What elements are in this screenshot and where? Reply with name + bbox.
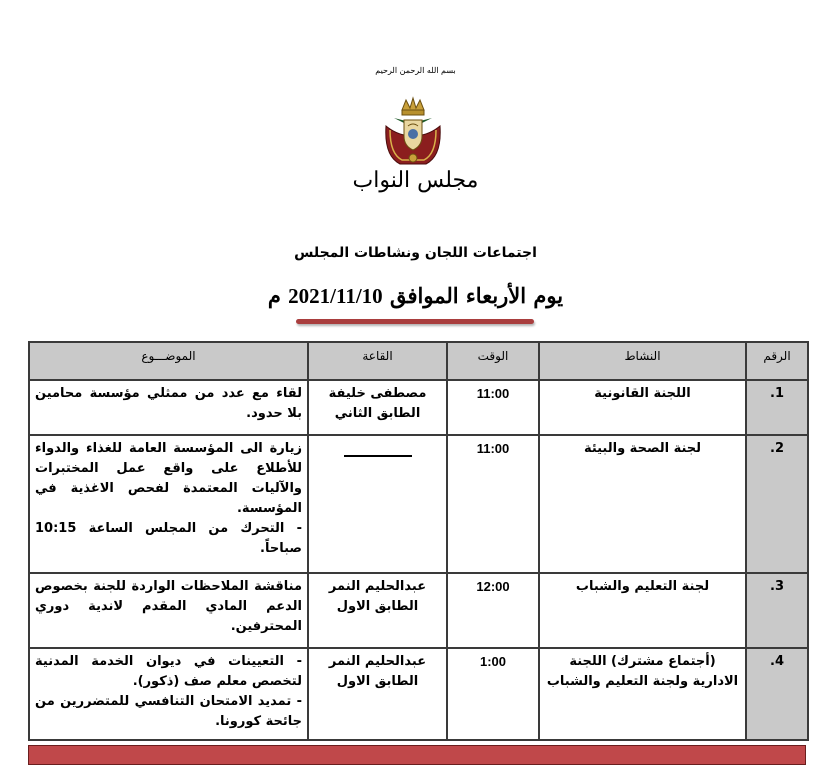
council-logotype: مجلس النواب	[352, 168, 479, 193]
schedule-table	[28, 341, 809, 741]
royal-crest-icon	[380, 96, 446, 170]
row-hall	[308, 573, 447, 648]
footer-bar	[28, 745, 806, 765]
row-number: .2	[746, 435, 808, 573]
table-row	[29, 380, 808, 435]
row-time: 1:00	[447, 648, 539, 740]
date-prefix: يوم الأربعاء الموافق	[390, 283, 564, 308]
row-time: 12:00	[447, 573, 539, 648]
table-row	[29, 435, 808, 573]
row-time: 11:00	[447, 380, 539, 435]
date-value: 2021/11/10	[288, 284, 383, 308]
row-hall	[308, 380, 447, 435]
hall-floor: الطابق الثاني	[334, 406, 421, 421]
row-time: 11:00	[447, 435, 539, 573]
column-header-topic: الموضـــوع	[29, 342, 308, 380]
row-hall	[308, 435, 447, 573]
hall-floor: الطابق الاول	[336, 674, 419, 689]
hall-name: مصطفى خليفة	[328, 386, 427, 401]
row-number: .1	[746, 380, 808, 435]
column-header-time: الوقت	[447, 342, 539, 380]
row-activity: (أجتماع مشترك) اللجنة الادارية ولجنة التعليم والشباب	[539, 648, 746, 740]
row-hall	[308, 648, 447, 740]
hall-name: عبدالحليم النمر	[328, 579, 427, 594]
row-topic: مناقشة الملاحظات الواردة للجنة بخصوص الدعم المادي المقدم لاندية دوري المحترفين.	[29, 573, 308, 648]
basmala: بسم الله الرحمن الرحيم	[375, 66, 456, 75]
empty-hall-dash	[344, 455, 412, 457]
row-activity: اللجنة القانونية	[539, 380, 746, 435]
column-header-hall: القاعة	[308, 342, 447, 380]
column-header-number: الرقم	[746, 342, 808, 380]
row-number: .3	[746, 573, 808, 648]
column-header-activity: النشاط	[539, 342, 746, 380]
topic-note: - التحرك من المجلس الساعة 10:15 صباحاً.	[35, 521, 302, 556]
date-line	[0, 283, 831, 309]
table-row	[29, 573, 808, 648]
table-row	[29, 648, 808, 740]
hall-floor: الطابق الاول	[336, 599, 419, 614]
row-activity: لجنة الصحة والبيئة	[539, 435, 746, 573]
date-suffix: م	[267, 283, 281, 308]
row-topic	[29, 435, 308, 573]
topic-item: - تمديد الامتحان التنافسي للمتضررين من جائحة كورونا.	[35, 694, 302, 729]
row-topic: لقاء مع عدد من ممثلي مؤسسة محامين بلا حدود.	[29, 380, 308, 435]
date-underline	[296, 319, 534, 324]
topic-item: - التعيينات في ديوان الخدمة المدنية لتخصص معلم صف (ذكور).	[35, 654, 302, 689]
row-activity: لجنة التعليم والشباب	[539, 573, 746, 648]
row-topic	[29, 648, 308, 740]
page-title: اجتماعات اللجان ونشاطات المجلس	[294, 245, 537, 261]
table-header-row	[29, 342, 808, 380]
row-number: .4	[746, 648, 808, 740]
topic-paragraph: زيارة الى المؤسسة العامة للغذاء والدواء للأطلاع على واقع عمل المختبرات والآليات المعتمدة لفحص الاغذية في المؤسسة.	[35, 441, 302, 516]
hall-name: عبدالحليم النمر	[328, 654, 427, 669]
